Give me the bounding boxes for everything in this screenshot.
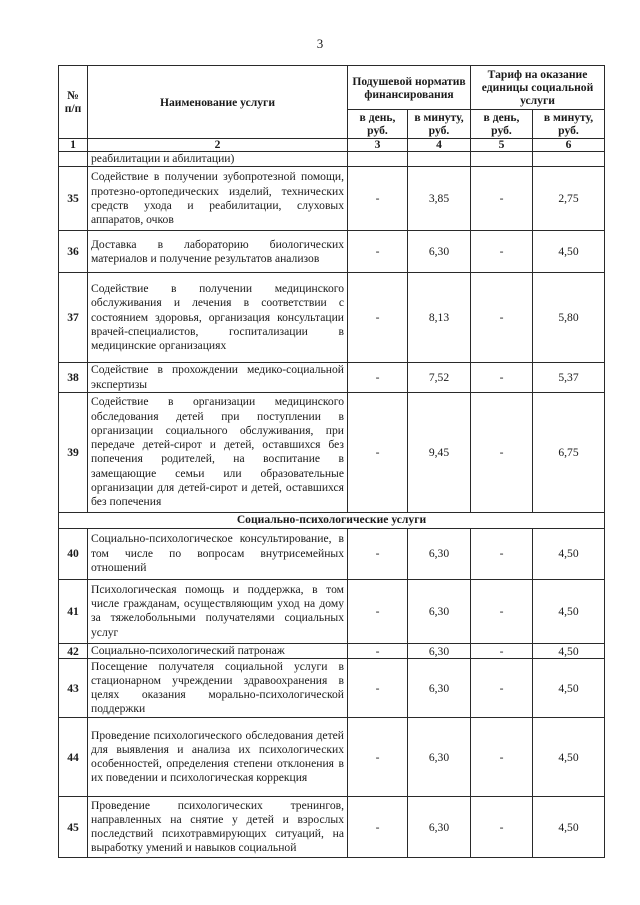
- norm-per-minute: 6,30: [408, 643, 471, 658]
- norm-per-minute: 6,30: [408, 579, 471, 643]
- service-number: 37: [59, 273, 88, 363]
- service-name: Содействие в организации медицинского обследования детей при поступлении в организации социального обслуживания, при передаче детей-сирот и детей, оставшихся без попечения родителей, на воспитание в замещающие семьи или образовательные организации для детей-сирот и детей, оставшихся без попечения: [88, 392, 348, 512]
- tariff-per-minute: 6,75: [533, 392, 605, 512]
- index-row: [59, 139, 605, 152]
- tariff-per-minute: 4,50: [533, 231, 605, 273]
- service-row: [59, 579, 605, 643]
- norm-per-day: -: [348, 797, 408, 858]
- section-row: [59, 512, 605, 528]
- tariff-per-day: -: [471, 579, 533, 643]
- header-num: № п/п: [59, 66, 88, 139]
- tariff-per-day: -: [471, 659, 533, 718]
- norm-per-minute: 7,52: [408, 363, 471, 393]
- service-name: Содействие в получении зубопротезной помощи, протезно-ортопедических изделий, технических средств ухода и реабилитации, слуховых аппаратов, очков: [88, 167, 348, 231]
- norm-per-day: -: [348, 528, 408, 579]
- service-number: 42: [59, 643, 88, 658]
- norm-per-day: -: [348, 643, 408, 658]
- service-number: 39: [59, 392, 88, 512]
- service-row: [59, 231, 605, 273]
- tariff-per-day: -: [471, 167, 533, 231]
- header-norm-group: Подушевой норматив финансирования: [348, 66, 471, 110]
- service-row: [59, 167, 605, 231]
- index-cell: 4: [408, 139, 471, 152]
- tariff-per-minute: 4,50: [533, 643, 605, 658]
- service-row: [59, 363, 605, 393]
- header-tariff-day: в день, руб.: [471, 110, 533, 139]
- tariff-per-day: -: [471, 231, 533, 273]
- norm-per-day: -: [348, 718, 408, 797]
- norm-per-day: -: [348, 392, 408, 512]
- index-cell: 2: [88, 139, 348, 152]
- norm-per-minute: 6,30: [408, 797, 471, 858]
- norm-per-day: -: [348, 167, 408, 231]
- tariff-per-minute: 5,37: [533, 363, 605, 393]
- service-number: 44: [59, 718, 88, 797]
- service-name: Содействие в прохождении медико-социальной экспертизы: [88, 363, 348, 393]
- service-row: [59, 273, 605, 363]
- continuation-text: реабилитации и абилитации): [88, 152, 348, 167]
- header-tariff-group: Тариф на оказание единицы социальной услуги: [471, 66, 605, 110]
- tariff-per-minute: 4,50: [533, 579, 605, 643]
- norm-per-day: -: [348, 659, 408, 718]
- section-title: Социально-психологические услуги: [59, 512, 605, 528]
- service-row: [59, 718, 605, 797]
- page-number: 3: [316, 36, 324, 51]
- norm-per-day: -: [348, 363, 408, 393]
- service-name: Социально-психологическое консультирование, в том числе по вопросам внутрисемейных отношений: [88, 528, 348, 579]
- service-number: 36: [59, 231, 88, 273]
- continuation-row: [59, 152, 605, 167]
- service-number: 45: [59, 797, 88, 858]
- tariff-per-minute: 2,75: [533, 167, 605, 231]
- service-name: Психологическая помощь и поддержка, в том числе гражданам, осуществляющим уход на дому за тяжелобольными получателями социальных услуг: [88, 579, 348, 643]
- service-row: [59, 797, 605, 858]
- tariff-per-minute: 4,50: [533, 718, 605, 797]
- service-row: [59, 392, 605, 512]
- norm-per-minute: 9,45: [408, 392, 471, 512]
- service-name: Проведение психологического обследования детей для выявления и анализа их психологических особенностей, определения степени отклонения в их поведении и психологическая коррекция: [88, 718, 348, 797]
- tariff-per-day: -: [471, 797, 533, 858]
- tariff-per-day: -: [471, 643, 533, 658]
- service-name: Социально-психологический патронаж: [88, 643, 348, 658]
- index-cell: 6: [533, 139, 605, 152]
- norm-per-minute: 6,30: [408, 659, 471, 718]
- header-norm-minute: в минуту, руб.: [408, 110, 471, 139]
- service-row: [59, 643, 605, 658]
- service-row: [59, 659, 605, 718]
- tariff-per-minute: 4,50: [533, 659, 605, 718]
- tariff-table: [58, 65, 605, 858]
- service-name: Содействие в получении медицинского обслуживания и лечения в соответствии с состоянием здоровья, организация консультации врачей-специалистов, госпитализации в медицинские организациях: [88, 273, 348, 363]
- header-tariff-minute: в минуту, руб.: [533, 110, 605, 139]
- tariff-per-day: -: [471, 718, 533, 797]
- tariff-per-day: -: [471, 273, 533, 363]
- service-name: Посещение получателя социальной услуги в стационарном учреждении здравоохранения в целях оказания морально-психологической поддержки: [88, 659, 348, 718]
- norm-per-minute: 6,30: [408, 718, 471, 797]
- norm-per-minute: 6,30: [408, 528, 471, 579]
- tariff-per-minute: 4,50: [533, 797, 605, 858]
- norm-per-minute: 3,85: [408, 167, 471, 231]
- index-cell: 1: [59, 139, 88, 152]
- service-number: 35: [59, 167, 88, 231]
- index-cell: 5: [471, 139, 533, 152]
- tariff-per-day: -: [471, 528, 533, 579]
- service-number: 41: [59, 579, 88, 643]
- norm-per-day: -: [348, 231, 408, 273]
- service-name: Доставка в лабораторию биологических материалов и получение результатов анализов: [88, 231, 348, 273]
- tariff-per-day: -: [471, 392, 533, 512]
- tariff-per-minute: 4,50: [533, 528, 605, 579]
- tariff-per-day: -: [471, 363, 533, 393]
- norm-per-minute: 8,13: [408, 273, 471, 363]
- service-row: [59, 528, 605, 579]
- service-number: 38: [59, 363, 88, 393]
- service-number: 40: [59, 528, 88, 579]
- service-number: 43: [59, 659, 88, 718]
- header-name: Наименование услуги: [88, 66, 348, 139]
- service-name: Проведение психологических тренингов, направленных на снятие у детей и взрослых последствий психотравмирующих ситуаций, на выработку умений и навыков социальной: [88, 797, 348, 858]
- norm-per-minute: 6,30: [408, 231, 471, 273]
- norm-per-day: -: [348, 273, 408, 363]
- tariff-per-minute: 5,80: [533, 273, 605, 363]
- header-norm-day: в день, руб.: [348, 110, 408, 139]
- norm-per-day: -: [348, 579, 408, 643]
- index-cell: 3: [348, 139, 408, 152]
